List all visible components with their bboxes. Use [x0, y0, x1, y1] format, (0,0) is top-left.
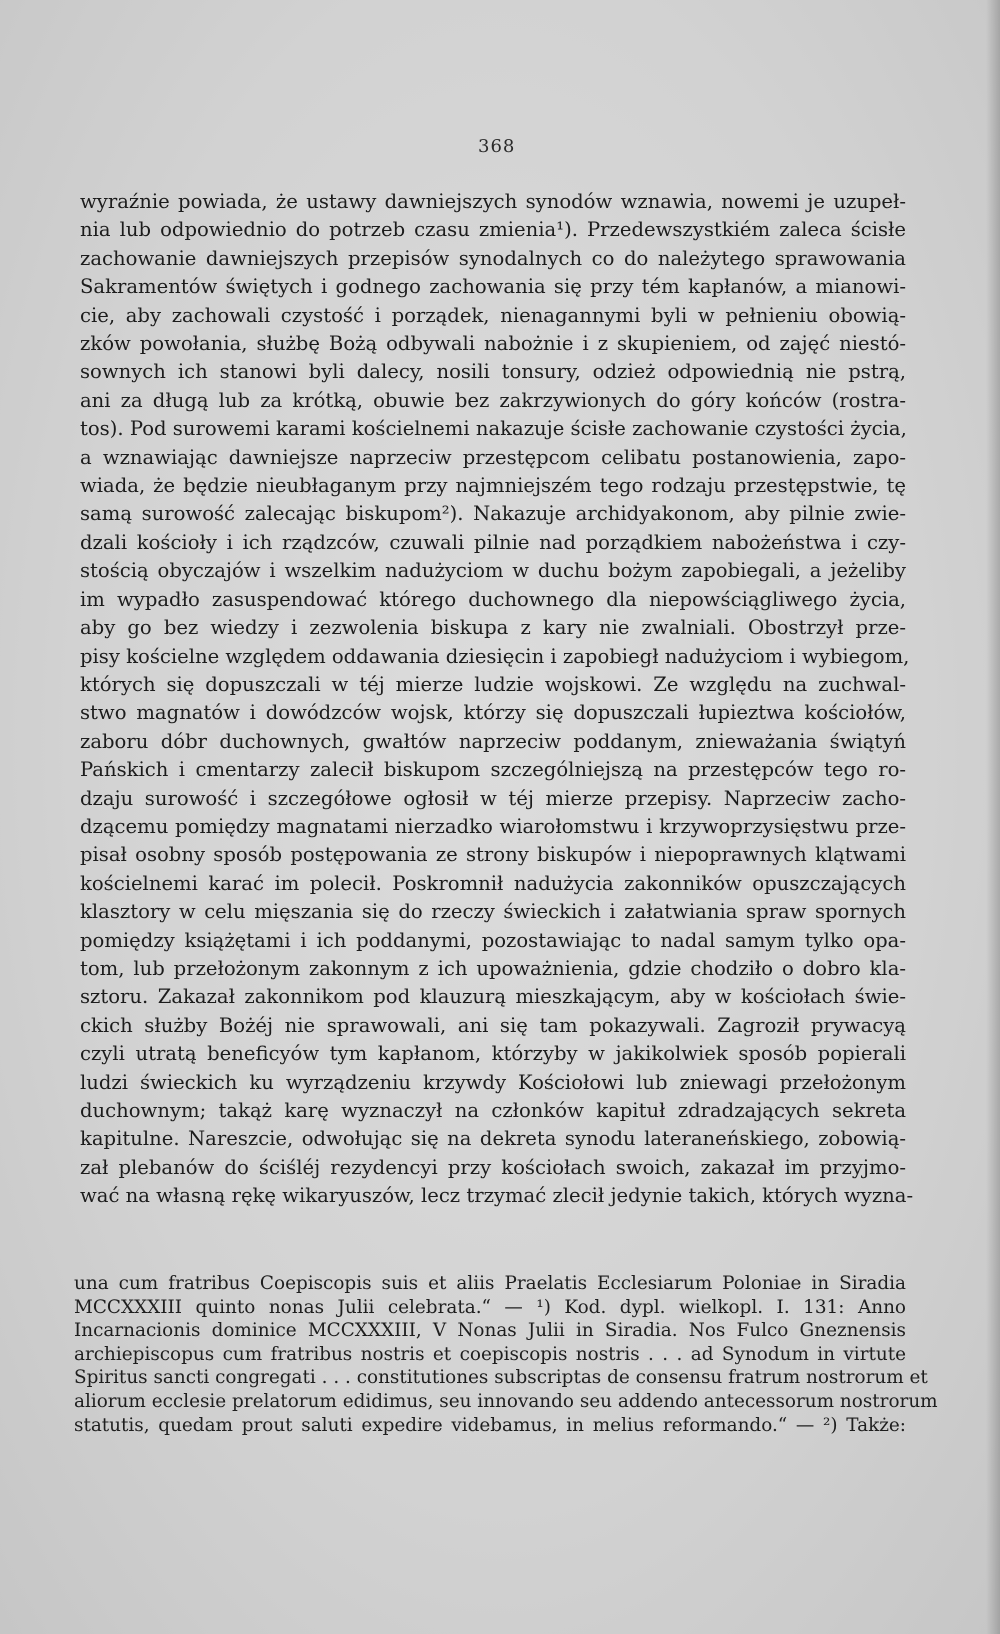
- footnote-line: una cum fratribus Coepiscopis suis et aliis Praelatis Ecclesiarum Poloniae in Siradia: [74, 1273, 906, 1294]
- text-line: wyraźnie powiada, że ustawy dawniejszych synodów wznawia, nowemi je uzupeł-: [80, 190, 906, 213]
- page-edge-shadow: [986, 0, 1000, 1634]
- text-line: tos). Pod surowemi karami kościelnemi nakazuje ścisłe zachowanie czystości życia,: [80, 417, 907, 441]
- text-line: sztoru. Zakazał zakonnikom pod klauzurą mieszkającym, aby w kościołach świe-: [80, 985, 906, 1009]
- main-text: [80, 188, 914, 1211]
- text-line: ani za długą lub za krótką, obuwie bez zakrzywionych do góry końców (rostra-: [80, 388, 906, 412]
- text-line: klasztory w celu mięszania się do rzeczy świeckich i załatwiania spraw spornych: [80, 900, 906, 924]
- text-line: zał plebanów do ściśléj rezydencyi przy kościołach swoich, zakazał im przyjmo-: [80, 1155, 906, 1179]
- text-line: zachowanie dawniejszych przepisów synodalnych co do należytego sprawowania: [80, 246, 906, 270]
- text-line: Sakramentów świętych i godnego zachowania się przy tém kapłanów, a mianowi-: [80, 275, 906, 299]
- text-line: a wznawiając dawniejsze naprzeciw przestępcom celibatu postanowienia, zapo-: [80, 445, 906, 469]
- text-line: tom, lub przełożonym zakonnym z ich upoważnienia, gdzie chodziło o dobro kla-: [80, 956, 906, 980]
- text-line: czyli utratą beneficyów tym kapłanom, którzyby w jakikolwiek sposób popierali: [80, 1042, 906, 1066]
- page-number: 368: [478, 136, 516, 157]
- text-line: duchownym; takąż karę wyznaczył na członków kapituł zdradzających sekreta: [80, 1099, 906, 1122]
- text-line: dzącemu pomiędzy magnatami nierzadko wiarołomstwu i krzywoprzysięstwu prze-: [80, 814, 906, 838]
- text-line: zków powołania, służbę Bożą odbywali nabożnie i z skupieniem, od zajęć niestó-: [80, 332, 906, 356]
- text-line: dzaju surowość i szczegółowe ogłosił w téj mierze przepisy. Naprzeciw zacho-: [80, 786, 906, 810]
- text-line: cie, aby zachowali czystość i porządek, nienagannymi byli w pełnieniu obowią-: [80, 303, 906, 327]
- text-line: stością obyczajów i wszelkim nadużyciom w duchu bożym zapobiegali, a jeżeliby: [80, 559, 906, 583]
- text-line: sownych ich stanowi byli dalecy, nosili tonsury, odzież odpowiednią nie pstrą,: [80, 360, 906, 384]
- text-line: których się dopuszczali w téj mierze ludzie wojskowi. Ze względu na zuchwal-: [80, 672, 906, 696]
- text-line: aby go bez wiedzy i zezwolenia biskupa z kary nie zwalniali. Obostrzył prze-: [80, 616, 906, 640]
- text-line: im wypadło zasuspendować którego duchownego dla niepowściągliwego życia,: [80, 587, 906, 611]
- text-line: kapitulne. Nareszcie, odwołując się na dekreta synodu lateraneńskiego, zobowią-: [80, 1127, 906, 1151]
- text-line: kościelnemi karać im polecił. Poskromnił nadużycia zakonników opuszczających: [80, 871, 906, 895]
- text-line: nia lub odpowiednio do potrzeb czasu zmienia¹). Przedewszystkiém zaleca ścisłe: [80, 218, 906, 242]
- text-line: wać na własną rękę wikaryuszów, lecz trzymać zlecił jedynie takich, których wyzna-: [80, 1184, 914, 1208]
- text-line: ludzi świeckich ku wyrządzeniu krzywdy Kościołowi lub zniewagi przełożonym: [80, 1070, 906, 1094]
- text-line: pisy kościelne względem oddawania dziesięcin i zapobiegł nadużyciom i wybiegom,: [80, 644, 910, 668]
- footnote-line: Spiritus sancti congregati . . . constitutiones subscriptas de consensu fratrum nostrorum et: [74, 1367, 928, 1389]
- footnote-line: statutis, quedam prout saluti expedire videbamus, in melius reformando.“ — ²) Także:: [74, 1414, 906, 1436]
- footnote-line: MCCXXXIII quinto nonas Julii celebrata.“ — ¹) Kod. dypl. wielkopl. I. 131: Anno: [74, 1296, 906, 1318]
- footnote-line: Incarnacionis dominice MCCXXXIII, V Nonas Julii in Siradia. Nos Fulco Gneznensis: [74, 1320, 906, 1342]
- text-line: stwo magnatów i dowódzców wojsk, którzy się dopuszczali łupieztwa kościołów,: [80, 701, 906, 725]
- text-line: Pańskich i cmentarzy zalecił biskupom szczególniejszą na przestępców tego ro-: [80, 758, 906, 782]
- text-line: pomiędzy książętami i ich poddanymi, pozostawiając to nadal samym tylko opa-: [80, 928, 906, 952]
- text-line: zaboru dóbr duchownych, gwałtów naprzeciw poddanym, znieważania świątyń: [80, 729, 906, 753]
- text-line: samą surowość zalecając biskupom²). Nakazuje archidyakonom, aby pilnie zwie-: [80, 502, 906, 526]
- text-line: dzali kościoły i ich rządzców, czuwali pilnie nad porządkiem nabożeństwa i czy-: [80, 530, 906, 554]
- text-line: ckich służby Bożéj nie sprawowali, ani się tam pokazywali. Zagroził prywacyą: [80, 1013, 906, 1037]
- text-line: wiada, że będzie nieubłaganym przy najmniejszém tego rodzaju przestępstwie, tę: [80, 474, 906, 498]
- text-line: pisał osobny sposób postępowania ze strony biskupów i niepoprawnych klątwami: [80, 843, 906, 867]
- footnotes: [74, 1272, 938, 1437]
- footnote-line: archiepiscopus cum fratribus nostris et coepiscopis nostris . . . ad Synodum in virtute: [74, 1343, 906, 1365]
- footnote-line: aliorum ecclesie prelatorum edidimus, seu innovando seu addendo antecessorum nostrorum: [74, 1390, 938, 1412]
